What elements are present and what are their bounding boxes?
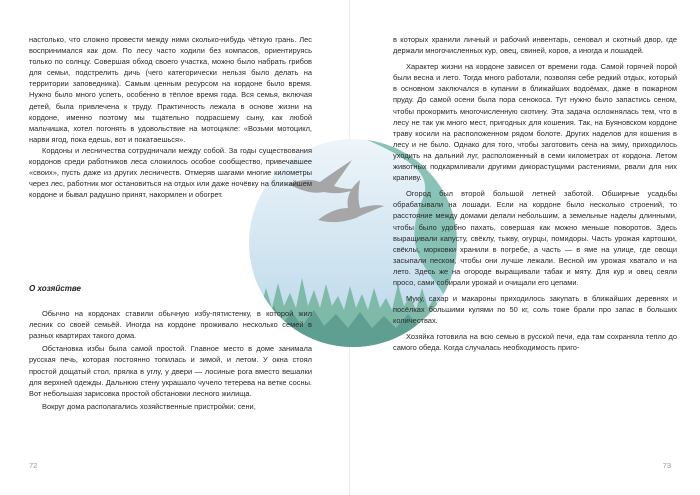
left-text-bottom (29, 283, 312, 412)
left-paragraph-5: Вокруг дома располагались хозяйственные пристройки: сени, (42, 401, 256, 411)
right-paragraph-2: Характер жизни на кордоне зависел от времени года. Самой горячей порой были весна и лето. Тогда много работали, позволяя себе редкий отдых, который в основном заключался в купании в ближайших водоёмах, даже в пожарном пруду. До самой осени была пора сенокоса. Тут нужно было запастись сеном, чтобы прокормить многочисленную скотину. Эта задача осложнялась тем, что в лесу не так уж много мест, пригодных для кошения. Так, на Буяновском кордоне траву косили на расположенном рядом болоте. Других наделов для кошения в лесу и не было. Однако для того, чтобы заготовить сена на зиму, приходилось уходить на дальний луг, расположенный в семи километрах от кордона. Летом животных подкармливали другими дикорастущими растениями, рвали для них крапиву. (393, 62, 677, 183)
page-number-left: 72 (29, 461, 38, 470)
page-number-right: 73 (662, 461, 671, 470)
left-paragraph-1: настолько, что сложно провести между ними сколько-нибудь чёткую грань. Лес воспринимался как дом. По лесу часто ходили без компасов, ориентируясь только по солнцу. Совершая обход своего участка, можно было набрать грибов для семьи, подстрелить дичь (чего категорически нельзя было делать на территории заповедника). Самым ценным ресурсом на кордоне было время. Нужно было много успеть, особенно в тёплое время года. Вся семья, включая детей, была привлечена к труду. Практичность лежала в основе жизни на кордоне, именно поэтому мы тщательно подрасшему сыну, как любой мальчишка, хотел погонять в удовольствие на мотоцикле: «Возьми мотоцикл, нарви ягод, пока едешь, вот и покатаешься». (29, 35, 312, 144)
section-heading: О хозяйстве (29, 284, 81, 293)
left-paragraph-3: Обычно на кордонах ставили обычную избу-пятистенку, в которой жил лесник со своей семьёй. Иногда на кордоне проживало несколько семей в разных квартирах такого дома. (29, 309, 312, 341)
right-paragraph-5: Хозяйка готовила на всю семью в русской печи, еда там сохраняла тепло до самого обеда. Когда случалась необходимость приго- (393, 332, 677, 353)
right-page (350, 0, 700, 495)
left-paragraph-2: Кордоны и лесничества сотрудничали между собой. За годы существования кордонов среди работников леса сложилось особое сообщество, привечавшее «своих», пусть даже из других лесничеств. Отмеряв шагами многие километры через лес, работник мог остановиться на отдых или даже ночёвку на ближайшем кордоне и бывал радушно принят, накормлен и обогрет. (29, 145, 312, 200)
right-text (393, 34, 677, 354)
right-paragraph-1: в которых хранили личный и рабочий инвентарь, сеновал и скотный двор, где держали многочисленных кур, овец, свиней, коров, а иногда и лошадей. (393, 35, 677, 56)
right-paragraph-4: Муку, сахар и макароны приходилось закупать в ближайших деревнях и посёлках большими кулями по 50 кг, соль тоже брали про запас в больших количествах. (393, 294, 677, 326)
left-text-top (29, 34, 312, 200)
right-paragraph-3: Огород был второй большой летней заботой. Обширные усадьбы обрабатывали на лошади. Если на кордоне было несколько строений, то расстояние между домами делали небольшим, а земельные наделы длинными, чтобы было удобно пахать, совершая как можно меньше поворотов. Здесь выращивали капусту, свёклу, тыкву, огурцы, помидоры. Часть урожая картошки, свёклы, морковки хранили в погребе, а часть — в яме на улице, где овощи засыпали песком, чтобы они лучше лежали. Весной им урожая хватало и на лето. Здесь же на огороде выращивали табак и мяту. Для кур и овец сеяли просо, сами собирали урожай и очищали его цепами. (393, 189, 677, 287)
left-paragraph-4: Обстановка избы была самой простой. Главное место в доме занимала русская печь, которая постоянно топилась и зимой, и летом. У окна стоял простой дощатый стол, прялка в углу, у двери — лосиные рога вместо вешалки для верхней одежды. Дальнюю стену украшало чучело тетерева на ветке сосны. Вот небольшая зарисовка простой обстановки лесного жилища. (29, 344, 312, 398)
